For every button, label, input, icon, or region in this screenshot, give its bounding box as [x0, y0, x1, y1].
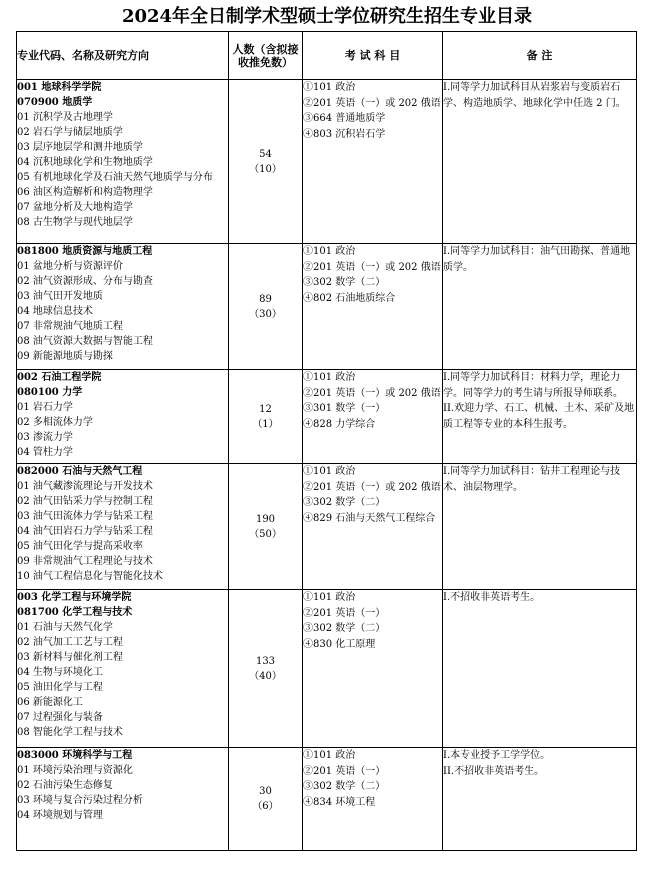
table-row: [17, 590, 637, 748]
table-row: [17, 244, 637, 370]
direction-item: 10 油气工程信息化与智能化技术: [17, 571, 163, 582]
table-row: [17, 464, 637, 590]
exam-subject: ①101 政治: [303, 82, 356, 93]
exam-cell: [303, 590, 443, 748]
direction-item: 06 新能源化工: [17, 697, 83, 708]
major-name: 082000 石油与天然气工程: [17, 466, 143, 477]
remark-item: I.不招收非英语考生。: [443, 592, 541, 603]
quota-cell: [229, 370, 303, 464]
exam-subject: ①101 政治: [303, 466, 356, 477]
exam-subject: ③302 数学（二）: [303, 277, 386, 288]
direction-item: 04 管柱力学: [17, 447, 73, 458]
direction-item: 07 非常规油气地质工程: [17, 321, 123, 332]
program-cell: [17, 244, 229, 370]
remark-item: I.同等学力加试科目：钻井工程理论与技术、油层物理学。: [443, 466, 621, 493]
exam-cell: [303, 370, 443, 464]
remarks-cell: [443, 464, 637, 590]
remarks-cell: [443, 748, 637, 851]
direction-item: 05 油气田化学与提高采收率: [17, 541, 143, 552]
quota-total: 12: [259, 403, 272, 415]
exam-subject: ④830 化工原理: [303, 638, 376, 650]
major-name: 070900 地质学: [17, 97, 93, 108]
catalog-table: [16, 31, 637, 851]
direction-item: 02 油气加工工艺与工程: [17, 637, 123, 648]
table-row: [17, 80, 637, 244]
quota-recommended: （30）: [249, 308, 282, 320]
table-header-row: [17, 32, 637, 80]
remarks-cell: [443, 590, 637, 748]
quota-cell: [229, 748, 303, 851]
exam-cell: [303, 80, 443, 244]
college-name: 003 化学工程与环境学院: [17, 592, 132, 603]
exam-subject: ②201 英语（一）: [303, 607, 386, 619]
quota-total: 89: [259, 293, 272, 305]
direction-item: 04 油气田岩石力学与钻采工程: [17, 526, 153, 537]
college-name: 002 石油工程学院: [17, 372, 102, 383]
major-name: 083000 环境科学与工程: [17, 750, 133, 761]
direction-item: 03 环境与复合污染过程分析: [17, 795, 143, 806]
remark-item: I.本专业授予工学学位。: [443, 750, 551, 761]
quota-cell: [229, 590, 303, 748]
direction-item: 02 岩石学与储层地质学: [17, 127, 123, 138]
exam-subject: ③302 数学（二）: [303, 623, 386, 634]
direction-item: 01 盆地分析与资源评价: [17, 261, 123, 272]
remarks-cell: [443, 244, 637, 370]
direction-item: 06 油区构造解析和构造物理学: [17, 187, 153, 198]
header-quota: 人数（含拟接收推免数）: [229, 32, 303, 80]
exam-subject: ④803 沉积岩石学: [303, 128, 386, 140]
exam-subject: ②201 英语（一）或 202 俄语: [303, 481, 441, 493]
exam-cell: [303, 464, 443, 590]
header-remarks: 备 注: [443, 32, 637, 80]
exam-subject: ②201 英语（一）: [303, 765, 386, 777]
remarks-cell: [443, 370, 637, 464]
major-name: 081700 化学工程与技术: [17, 607, 133, 618]
program-cell: [17, 748, 229, 851]
major-name: 081800 地质资源与地质工程: [17, 246, 153, 257]
quota-total: 190: [255, 513, 276, 525]
direction-item: 01 油气藏渗流理论与开发技术: [17, 481, 153, 492]
quota-recommended: （10）: [249, 163, 282, 175]
table-row: [17, 370, 637, 464]
exam-subject: ②201 英语（一）或 202 俄语: [303, 261, 441, 273]
program-cell: [17, 370, 229, 464]
direction-item: 04 沉积地球化学和生物地质学: [17, 157, 153, 168]
exam-subject: ①101 政治: [303, 372, 356, 383]
exam-subject: ④834 环境工程: [303, 796, 376, 808]
exam-subject: ③302 数学（二）: [303, 497, 386, 508]
direction-item: 01 环境污染治理与资源化: [17, 765, 133, 776]
exam-subject: ①101 政治: [303, 246, 356, 257]
quota-total: 30: [259, 786, 272, 797]
program-cell: [17, 80, 229, 244]
direction-item: 04 环境规划与管理: [17, 810, 103, 821]
exam-subject: ①101 政治: [303, 750, 356, 761]
direction-item: 08 古生物学与现代地层学: [17, 217, 133, 228]
exam-subject: ②201 英语（一）或 202 俄语: [303, 387, 441, 399]
quota-recommended: （1）: [252, 418, 279, 430]
direction-item: 08 智能化学工程与技术: [17, 727, 123, 738]
major-name: 080100 力学: [17, 387, 83, 398]
exam-subject: ③302 数学（二）: [303, 781, 386, 792]
header-program: 专业代码、名称及研究方向: [17, 32, 229, 80]
exam-subject: ④828 力学综合: [303, 418, 376, 430]
exam-cell: [303, 748, 443, 851]
remarks-cell: [443, 80, 637, 244]
direction-item: 03 渗流力学: [17, 432, 73, 443]
direction-item: 03 新材料与催化剂工程: [17, 652, 123, 663]
direction-item: 03 油气田流体力学与钻采工程: [17, 511, 153, 522]
remark-item: I.同等学力加试科目：油气田勘探、普通地质学。: [443, 246, 631, 273]
program-cell: [17, 464, 229, 590]
header-exam: 考 试 科 目: [303, 32, 443, 80]
direction-item: 05 油田化学与工程: [17, 682, 103, 693]
direction-item: 07 盆地分析及大地构造学: [17, 202, 133, 213]
table-row: [17, 748, 637, 851]
exam-subject: ④802 石油地质综合: [303, 292, 396, 304]
direction-item: 01 沉积学及古地理学: [17, 112, 113, 123]
page-title: 2024年全日制学术型硕士学位研究生招生专业目录: [121, 6, 533, 27]
direction-item: 05 有机地球化学及石油天然气地质学与分布: [17, 172, 213, 183]
direction-item: 03 油气田开发地质: [17, 291, 103, 302]
quota-cell: [229, 244, 303, 370]
direction-item: 09 新能源地质与勘探: [17, 351, 113, 362]
exam-subject: ①101 政治: [303, 592, 356, 603]
direction-item: 03 层序地层学和测井地质学: [17, 142, 143, 153]
remark-item: II.欢迎力学、石工、机械、土木、采矿及地质工程等专业的本科生报考。: [443, 403, 635, 430]
quota-recommended: （50）: [249, 528, 282, 540]
direction-item: 09 非常规油气工程理论与技术: [17, 556, 153, 567]
direction-item: 02 油气田钻采力学与控制工程: [17, 496, 153, 507]
remark-item: I.同等学力加试科目从岩浆岩与变质岩石学、构造地质学、地球化学中任选 2 门。: [443, 82, 626, 109]
college-name: 001 地球科学学院: [17, 82, 102, 93]
direction-item: 02 多相流体力学: [17, 417, 93, 428]
direction-item: 04 地球信息技术: [17, 306, 93, 317]
exam-cell: [303, 244, 443, 370]
quota-cell: [229, 464, 303, 590]
remark-item: II.不招收非英语考生。: [443, 765, 545, 777]
exam-subject: ③664 普通地质学: [303, 113, 386, 124]
exam-subject: ④829 石油与天然气工程综合: [303, 512, 436, 524]
quota-total: 54: [259, 148, 272, 160]
direction-item: 01 石油与天然气化学: [17, 622, 113, 633]
direction-item: 04 生物与环境化工: [17, 667, 103, 678]
exam-subject: ②201 英语（一）或 202 俄语: [303, 97, 441, 109]
remark-item: I.同等学力加试科目：材料力学，理论力学。同等学力的考生请与所报导师联系。: [443, 372, 623, 399]
quota-recommended: （40）: [249, 670, 282, 682]
direction-item: 02 石油污染生态修复: [17, 780, 113, 791]
direction-item: 01 岩石力学: [17, 402, 73, 413]
direction-item: 07 过程强化与装备: [17, 712, 103, 723]
quota-recommended: （6）: [252, 801, 279, 812]
quota-total: 133: [255, 655, 276, 667]
direction-item: 08 油气资源大数据与智能工程: [17, 336, 153, 347]
quota-cell: [229, 80, 303, 244]
exam-subject: ③301 数学（一）: [303, 403, 386, 414]
direction-item: 02 油气资源形成、分布与勘查: [17, 276, 153, 287]
program-cell: [17, 590, 229, 748]
